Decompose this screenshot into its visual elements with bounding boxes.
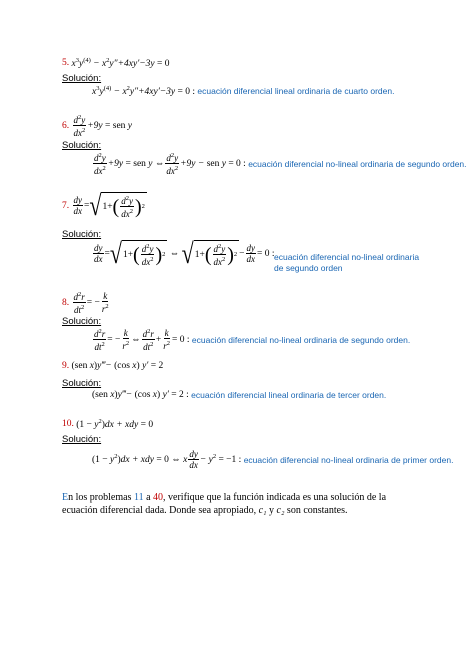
problem-6-solution: $\frac{d^2y}{dx^2}$ +9y = sen y ⇔ $\frac{d^2y}{dx^2}$ +9y − sen y = 0 : ecuación diferencial no-lineal ordinaria de segundo orden. bbox=[94, 152, 467, 176]
constant-c2: c₂ bbox=[276, 504, 285, 516]
problem-number: 5. bbox=[62, 58, 70, 69]
instructions-text: y bbox=[266, 504, 277, 516]
problem-10-note: ecuación diferencial no-lineal ordinaria de primer orden. bbox=[243, 454, 454, 465]
solution-label: Solución: bbox=[62, 434, 102, 445]
instructions-text: son constantes. bbox=[284, 504, 348, 516]
problem-9-statement: 9. (sen x)y‴− (cos x) y′ = 2 bbox=[62, 361, 164, 371]
problem-5-statement: 5. $x^3y^{(4)} - x^2y''+4xy'-3y = 0$ bbox=[62, 57, 170, 70]
instructions-first-letter: E bbox=[62, 492, 69, 503]
problem-7-solution: $\frac{dy}{dx}$ = √ 1+ ( $\frac{d^2y}{dx^2}$ ) 2 ⇔ √ 1+ ( $\frac{d^2y}{dx^2}$ ) 2 − $\frac{dy}{dx}$ = 0 : bbox=[94, 236, 275, 270]
problem-range-end: 40 bbox=[153, 492, 164, 503]
solution-label: Solución: bbox=[62, 229, 102, 240]
problem-10-solution: $(1 - y^2)dx$ + xdy = 0 ⇔ x $\frac{dy}{dx}$ − $y^2 = -1$ : ecuación diferencial no-lineal ordinaria de primer orden. bbox=[92, 449, 454, 470]
instructions-text: a bbox=[143, 492, 154, 503]
problem-number: 6. bbox=[62, 120, 70, 131]
solution-label: Solución: bbox=[62, 316, 102, 327]
solution-label: Solución: bbox=[62, 378, 102, 389]
problem-8-solution: $\frac{d^2r}{dt^2}$ = − $\frac{k}{r^2}$ ⇔ $\frac{d^2r}{dt^2}$ + $\frac{k}{r^2}$ = 0 : ecuación diferencial no-lineal ordinaria de segundo orden. bbox=[94, 328, 411, 352]
problem-8-statement: 8. $\frac{d^2r}{dt^2}$ = − $\frac{k}{r^2}$ bbox=[62, 291, 109, 315]
solution-label: Solución: bbox=[62, 140, 102, 151]
problem-number: 9. bbox=[62, 361, 70, 371]
instructions-paragraph bbox=[62, 492, 392, 517]
constant-c1: c₁ bbox=[258, 504, 267, 516]
problem-7-note-line2: de segundo orden bbox=[274, 263, 343, 273]
solution-label: Solución: bbox=[62, 73, 102, 84]
problem-5-solution: $x^3y^{(4)} - x^2y''+4xy'-3y = 0$ : ecuación diferencial lineal ordinaria de cuarto orden. bbox=[92, 85, 395, 98]
problem-9-solution: (sen x)y‴− (cos x) y′ = 2 : ecuación diferencial lineal ordinaria de tercer orden. bbox=[92, 390, 387, 400]
problem-6-note: ecuación diferencial no-lineal ordinaria de segundo orden. bbox=[248, 158, 467, 169]
problem-range-start: 11 bbox=[133, 492, 144, 503]
problem-number: 10. bbox=[62, 419, 74, 430]
problem-6-statement: 6. $\frac{d^2y}{dx^2}$ +9y = sen y bbox=[62, 114, 133, 138]
problem-number: 8. bbox=[62, 297, 70, 308]
problem-10-statement: 10. $(1 - y^2)dx$ + xdy = 0 bbox=[62, 418, 154, 431]
problem-7-note-line1: ecuación diferencial no-lineal ordinaria bbox=[274, 252, 420, 262]
problem-5-note: ecuación diferencial lineal ordinaria de cuarto orden. bbox=[197, 86, 395, 97]
problem-7-statement: 7. $\frac{dy}{dx}$ = √ 1+ ( $\frac{d^2y}{dx^2}$ ) 2 bbox=[62, 188, 145, 222]
problem-9-note: ecuación diferencial lineal ordinaria de tercer orden. bbox=[191, 390, 387, 400]
instructions-text: n los problemas bbox=[68, 492, 134, 503]
instructions-text: , verifique que la función indicada es una solución de la ecuación diferencial dada. Donde sea apropiado, bbox=[62, 492, 387, 516]
problem-8-note: ecuación diferencial no-lineal ordinaria de segundo orden. bbox=[191, 334, 411, 345]
problem-number: 7. bbox=[62, 200, 70, 211]
